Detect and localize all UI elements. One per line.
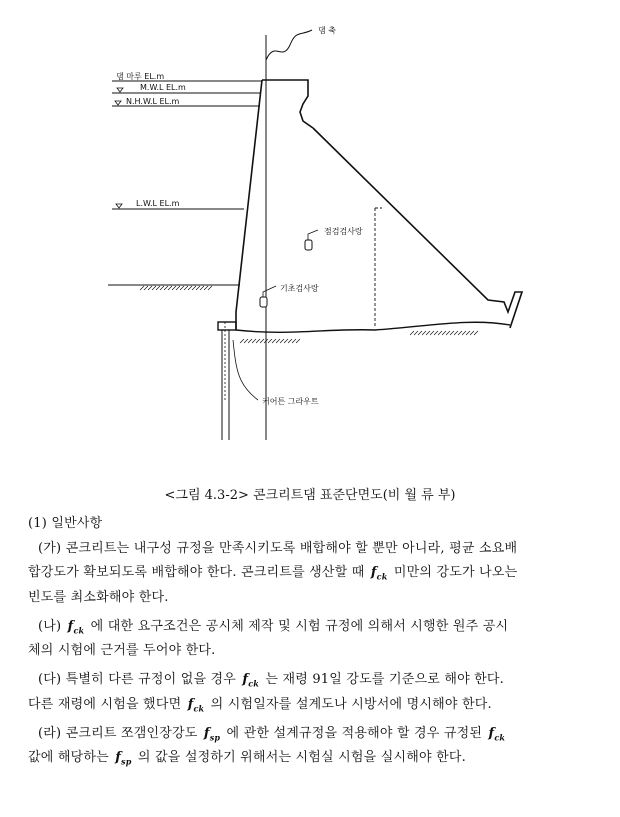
paragraph-ra: (라) 콘크리트 쪼갬인장강도 $f_{sp}$ 에 관한 설계규정을 적용해야 할 경우 규정된 $f_{ck}$	[38, 725, 506, 743]
paragraph-da: (다) 특별히 다른 규정이 없을 경우 $f_{ck}$ 는 재령 91일 강도를 기준으로 해야 한다.	[38, 672, 505, 689]
paragraph-na-cont: 체의 시험에 근거를 두어야 한다.	[28, 643, 216, 659]
inspection-gallery-label: 점검검사랑	[324, 227, 363, 236]
heel-block	[218, 322, 236, 330]
paragraph-ra-cont: 값에 해당하는 $f_{sp}$ 의 값을 설정하기 위해서는 시험실 시험을 실시해야 한다.	[28, 750, 466, 767]
fsp-symbol: $f_{sp}$	[115, 750, 132, 767]
grout-leader	[233, 340, 258, 400]
figure-caption: <그림 4.3-2> 콘크리트댐 표준단면도(비 월 류 부)	[164, 488, 456, 503]
upstream-face	[236, 80, 262, 330]
para-ga-line2b: 미만의 강도가 나오는	[393, 565, 518, 581]
dam-crest	[262, 80, 313, 128]
fck-symbol: $f_{ck}$	[370, 565, 388, 582]
paragraph-na: (나) $f_{ck}$ 에 대한 요구조건은 공시체 제작 및 시험 규정에 의해서 시행한 원주 공시	[38, 618, 509, 636]
dam-axis-leader	[266, 30, 312, 60]
mwl-label: M.W.L EL.m	[140, 83, 186, 92]
fck-symbol: $f_{ck}$	[67, 618, 85, 636]
para-ga-line1: (가) 콘크리트는 내구성 규정을 만족시키도록 배합해야 할 뿐만 아니라, 평균 소요배	[38, 540, 518, 556]
foundation-gallery-icon	[260, 297, 267, 307]
mwl-triangle-icon	[117, 88, 123, 92]
lwl-label: L.W.L EL.m	[136, 199, 180, 208]
ground-hatch	[140, 286, 478, 343]
foundation-gallery-label: 기초검사랑	[280, 284, 319, 293]
inspection-gallery-icon	[305, 240, 312, 250]
paragraph-ga-cont	[28, 561, 604, 586]
paragraph-ga	[28, 537, 604, 562]
section-title: (1) 일반사항	[28, 516, 103, 531]
curtain-grout-label: 커어튼 그라우트	[262, 397, 319, 406]
crest-label: 댐 마루 EL.m	[116, 72, 165, 81]
dam-axis-label: 댐 축	[318, 26, 336, 35]
fsp-symbol: $f_{sp}$	[203, 725, 221, 743]
nhwl-triangle-icon	[115, 101, 121, 105]
para-ga-line2a: 합강도가 확보되도록 배합해야 한다. 콘크리트를 생산할 때	[28, 565, 365, 581]
fck-symbol: $f_{ck}$	[488, 725, 506, 743]
para-ga-line3: 빈도를 최소화해야 한다.	[28, 590, 169, 606]
fck-symbol: $f_{ck}$	[242, 672, 260, 689]
paragraph-ga-end	[28, 586, 604, 611]
lwl-triangle-icon	[116, 204, 122, 208]
dam-foundation	[236, 322, 510, 332]
nhwl-label: N.H.W.L EL.m	[126, 97, 180, 106]
body-text	[28, 512, 604, 771]
fck-symbol: $f_{ck}$	[187, 696, 205, 714]
paragraph-da-cont: 다른 재령에 시험을 했다면 $f_{ck}$ 의 시험일자를 설계도나 시방서에 명시해야 한다.	[28, 696, 492, 714]
